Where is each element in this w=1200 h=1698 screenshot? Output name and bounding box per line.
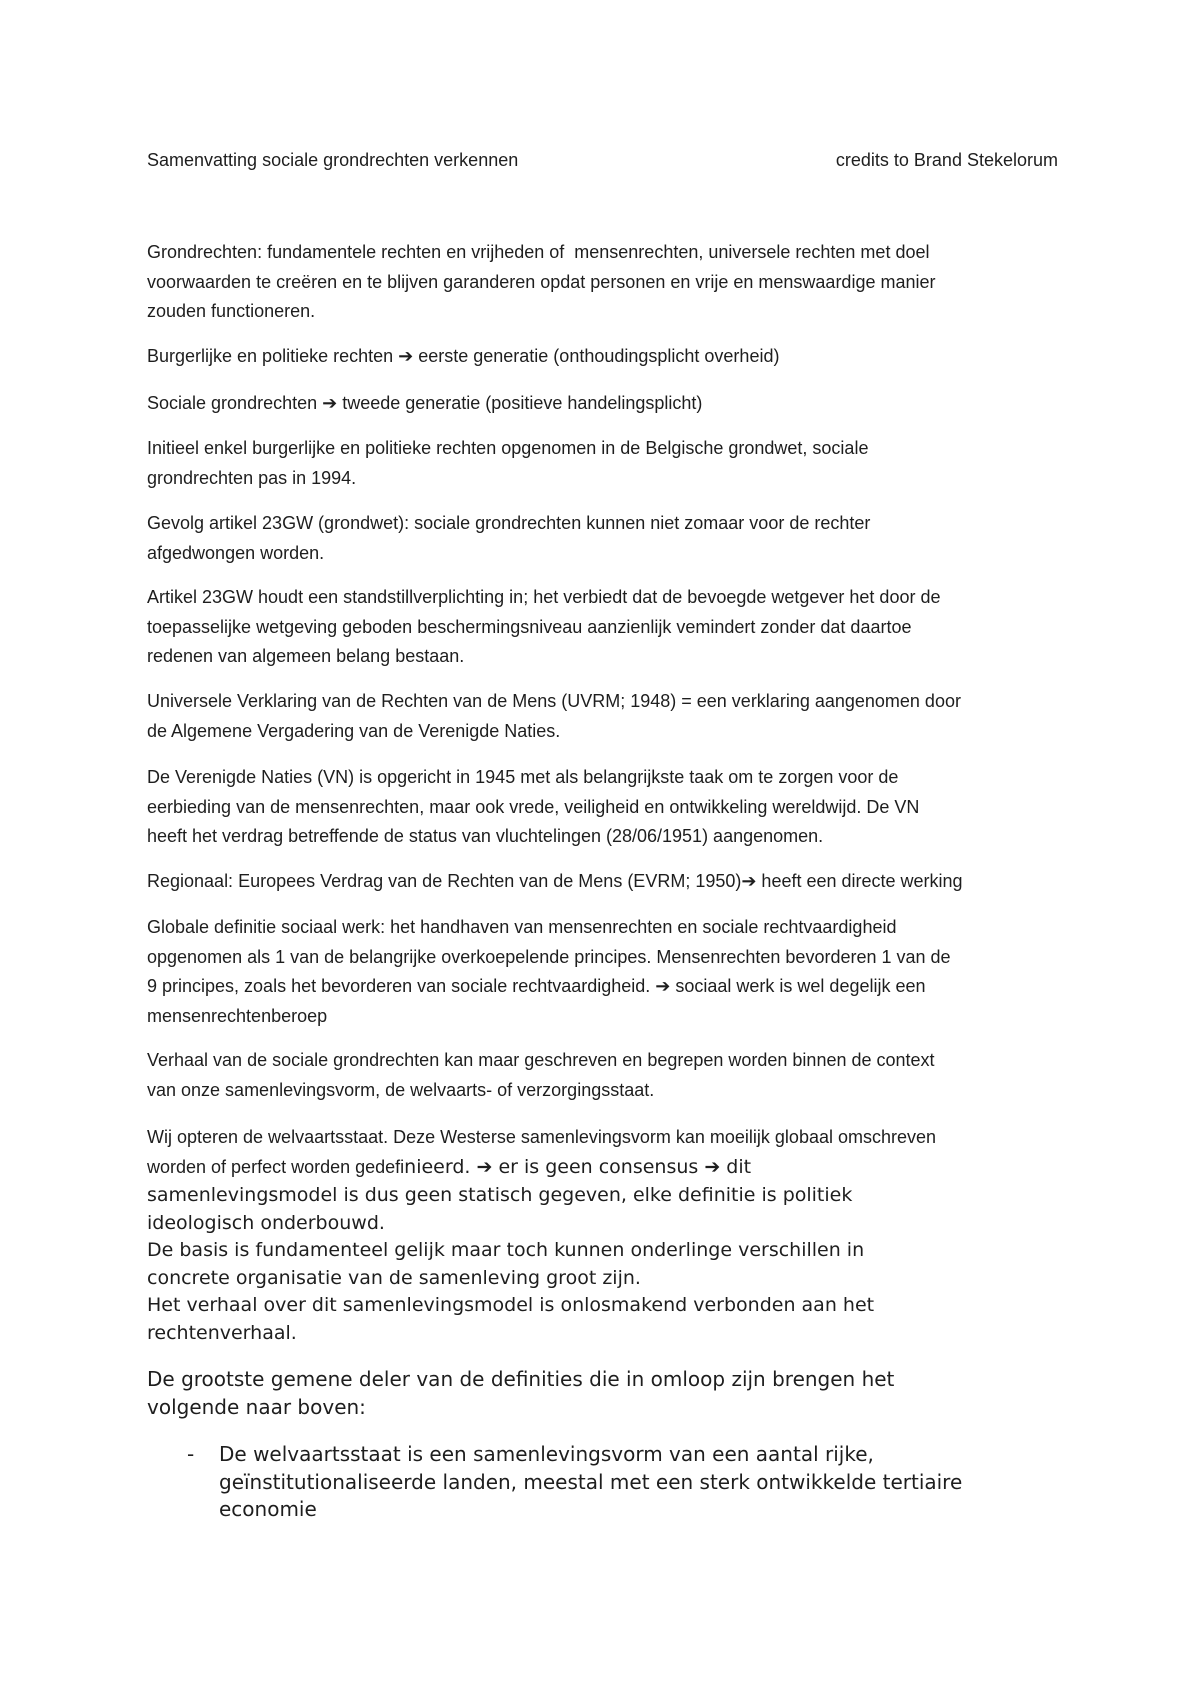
paragraph-uvrm — [147, 687, 961, 746]
text-line: ideologisch onderbouwd. — [147, 1211, 385, 1234]
paragraph-verenigde-naties — [147, 763, 919, 852]
text-line: volgende naar boven: — [147, 1394, 366, 1419]
document-title: Samenvatting sociale grondrechten verkennen — [147, 150, 519, 170]
text-line: De Verenigde Naties (VN) is opgericht in 1945 met als belangrijkste taak om te zorgen voor de — [147, 767, 899, 787]
text-segment: worden of perfect worden gedefi — [147, 1156, 405, 1177]
text-line: De welvaartsstaat is een samenlevingsvorm van een aantal rijke, — [219, 1442, 874, 1466]
text-line: Regionaal: Europees Verdrag van de Rechten van de Mens (EVRM; 1950)➔ heeft een directe werking — [147, 871, 963, 891]
text-line: redenen van algemeen belang bestaan. — [147, 646, 465, 666]
bullet-dash: - — [187, 1442, 195, 1466]
text-line: De basis is fundamenteel gelijk maar toch kunnen onderlinge verschillen in — [147, 1239, 865, 1261]
text-line: heeft het verdrag betreffende de status van vluchtelingen (28/06/1951) aangenomen. — [147, 826, 824, 846]
text-line: Gevolg artikel 23GW (grondwet): sociale grondrechten kunnen niet zomaar voor de rechter — [147, 513, 871, 533]
list-item-text — [219, 1441, 962, 1524]
paragraph-sociale-grondrechten — [147, 389, 702, 419]
text-line: Het verhaal over dit samenlevingsmodel is onlosmakend verbonden aan het — [147, 1294, 875, 1316]
text-line: toepasselijke wetgeving geboden beschermingsniveau aanzienlijk vemindert zonder dat daartoe — [147, 616, 912, 637]
text-line — [147, 1153, 936, 1183]
paragraph-initieel — [147, 434, 868, 493]
text-line: mensenrechtenberoep — [147, 1005, 328, 1026]
text-line: samenlevingsmodel is dus geen statisch gegeven, elke definitie is politiek — [147, 1184, 853, 1206]
text-line: eerbieding van de mensenrechten, maar ook vrede, veiligheid en ontwikkeling wereldwijd. De VN — [147, 796, 920, 817]
paragraph-welvaartsstaat — [147, 1123, 936, 1347]
document-credits: credits to Brand Stekelorum — [835, 150, 1058, 170]
text-line: Globale definitie sociaal werk: het handhaven van mensenrechten en sociale rechtvaardigheid — [147, 917, 897, 937]
text-line: Burgerlijke en politieke rechten ➔ eerste generatie (onthoudingsplicht overheid) — [147, 346, 780, 366]
text-line: rechtenverhaal. — [147, 1321, 297, 1344]
text-line: Wij opteren de welvaartsstaat. Deze Westerse samenlevingsvorm kan moeilijk globaal omschreven — [147, 1127, 937, 1147]
text-line: economie — [219, 1497, 317, 1521]
paragraph-burgerlijke-rechten — [147, 342, 779, 372]
paragraph-grootste-gemene-deler — [147, 1366, 894, 1421]
text-line: De grootste gemene deler van de definities die in omloop zijn brengen het — [147, 1367, 895, 1391]
text-line: afgedwongen worden. — [147, 542, 325, 563]
paragraph-regionaal — [147, 867, 963, 897]
text-line: zouden functioneren. — [147, 301, 316, 321]
text-line: geïnstitutionaliseerde landen, meestal met een sterk ontwikkelde tertiaire — [219, 1469, 963, 1494]
text-segment: nieerd. ➔ er is geen consensus ➔ dit — [404, 1155, 752, 1178]
text-line: grondrechten pas in 1994. — [147, 467, 357, 488]
paragraph-verhaal — [147, 1046, 935, 1105]
text-line: Initieel enkel burgerlijke en politieke rechten opgenomen in de Belgische grondwet, sociale — [147, 438, 869, 458]
text-line: Sociale grondrechten ➔ tweede generatie (positieve handelingsplicht) — [147, 393, 703, 413]
text-line: concrete organisatie van de samenleving groot zijn. — [147, 1266, 641, 1289]
paragraph-gevolg-artikel — [147, 509, 870, 568]
text-line: Universele Verklaring van de Rechten van de Mens (UVRM; 1948) = een verklaring aangenomen door — [147, 691, 961, 711]
text-line: Grondrechten: fundamentele rechten en vrijheden of mensenrechten, universele rechten met doel — [147, 242, 930, 262]
paragraph-grondrechten — [147, 238, 935, 327]
paragraph-artikel-23gw — [147, 583, 941, 672]
text-line: 9 principes, zoals het bevorderen van sociale rechtvaardigheid. ➔ sociaal werk is wel degelijk een — [147, 976, 926, 996]
text-line: van onze samenlevingsvorm, de welvaarts- of verzorgingsstaat. — [147, 1079, 655, 1100]
text-line: de Algemene Vergadering van de Verenigde Naties. — [147, 720, 561, 741]
text-line: opgenomen als 1 van de belangrijke overkoepelende principes. Mensenrechten bevorderen 1 van de — [147, 946, 951, 967]
text-line: voorwaarden te creëren en te blijven garanderen opdat personen en vrije en menswaardige manier — [147, 271, 936, 292]
text-line: Verhaal van de sociale grondrechten kan maar geschreven en begrepen worden binnen de context — [147, 1050, 935, 1070]
text-line: Artikel 23GW houdt een standstillverplichting in; het verbiedt dat de bevoegde wetgever het door de — [147, 587, 941, 607]
paragraph-globale-definitie — [147, 913, 951, 1031]
